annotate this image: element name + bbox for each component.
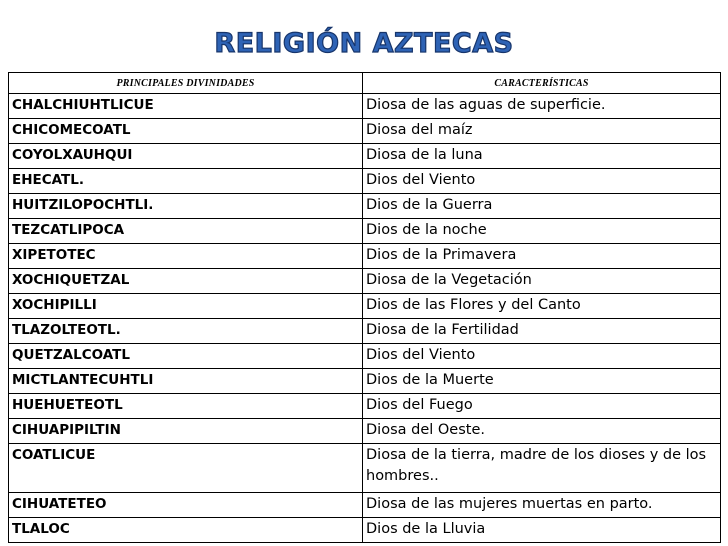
table-row	[9, 244, 721, 269]
characteristic-cell: Dios del Viento	[363, 169, 721, 194]
characteristic-cell: Dios de la noche	[363, 219, 721, 244]
divinity-name-cell: XIPETOTEC	[9, 244, 363, 269]
table-row	[9, 294, 721, 319]
characteristic-cell: Diosa de la tierra, madre de los dioses y de los hombres..	[363, 444, 721, 493]
table-row	[9, 394, 721, 419]
characteristic-cell: Dios de las Flores y del Canto	[363, 294, 721, 319]
divinity-name-cell: CIHUAPIPILTIN	[9, 419, 363, 444]
characteristic-cell: Diosa de la luna	[363, 144, 721, 169]
characteristic-cell: Diosa de la Fertilidad	[363, 319, 721, 344]
column-header-characteristics: CARACTERÍSTICAS	[363, 73, 721, 94]
divinity-name-cell: XOCHIQUETZAL	[9, 269, 363, 294]
table-row	[9, 319, 721, 344]
table-row	[9, 144, 721, 169]
characteristic-cell: Dios de la Muerte	[363, 369, 721, 394]
characteristic-cell: Diosa de la Vegetación	[363, 269, 721, 294]
divinity-name-cell: COATLICUE	[9, 444, 363, 493]
divinity-name-cell: QUETZALCOATL	[9, 344, 363, 369]
column-header-divinities: PRINCIPALES DIVINIDADES	[9, 73, 363, 94]
divinity-name-cell: HUITZILOPOCHTLI.	[9, 194, 363, 219]
table-row	[9, 369, 721, 394]
table-body	[9, 94, 721, 543]
table-row	[9, 493, 721, 518]
divinity-name-cell: XOCHIPILLI	[9, 294, 363, 319]
table-row	[9, 518, 721, 543]
page-title-text: RELIGIÓN AZTECAS	[214, 28, 514, 59]
table-row	[9, 219, 721, 244]
characteristic-cell: Diosa de las aguas de superficie.	[363, 94, 721, 119]
table-row	[9, 444, 721, 493]
table-header-row	[9, 73, 721, 94]
table-row	[9, 419, 721, 444]
table-row	[9, 344, 721, 369]
divinity-name-cell: HUEHUETEOTL	[9, 394, 363, 419]
page-title	[214, 22, 514, 62]
characteristic-cell: Dios de la Primavera	[363, 244, 721, 269]
page-title-container	[0, 22, 728, 62]
characteristic-cell: Diosa de las mujeres muertas en parto.	[363, 493, 721, 518]
characteristic-cell: Dios del Viento	[363, 344, 721, 369]
divinity-name-cell: CHALCHIUHTLICUE	[9, 94, 363, 119]
divinity-name-cell: EHECATL.	[9, 169, 363, 194]
characteristic-cell: Diosa del Oeste.	[363, 419, 721, 444]
divinity-name-cell: TEZCATLIPOCA	[9, 219, 363, 244]
table-row	[9, 169, 721, 194]
divinity-name-cell: COYOLXAUHQUI	[9, 144, 363, 169]
table-row	[9, 94, 721, 119]
table-row	[9, 119, 721, 144]
table-row	[9, 194, 721, 219]
divinities-table	[8, 72, 721, 543]
characteristic-cell: Dios del Fuego	[363, 394, 721, 419]
divinity-name-cell: MICTLANTECUHTLI	[9, 369, 363, 394]
characteristic-cell: Diosa del maíz	[363, 119, 721, 144]
divinity-name-cell: CIHUATETEO	[9, 493, 363, 518]
divinity-name-cell: TLAZOLTEOTL.	[9, 319, 363, 344]
divinity-name-cell: TLALOC	[9, 518, 363, 543]
characteristic-cell: Dios de la Guerra	[363, 194, 721, 219]
divinity-name-cell: CHICOMECOATL	[9, 119, 363, 144]
characteristic-cell: Dios de la Lluvia	[363, 518, 721, 543]
table-row	[9, 269, 721, 294]
